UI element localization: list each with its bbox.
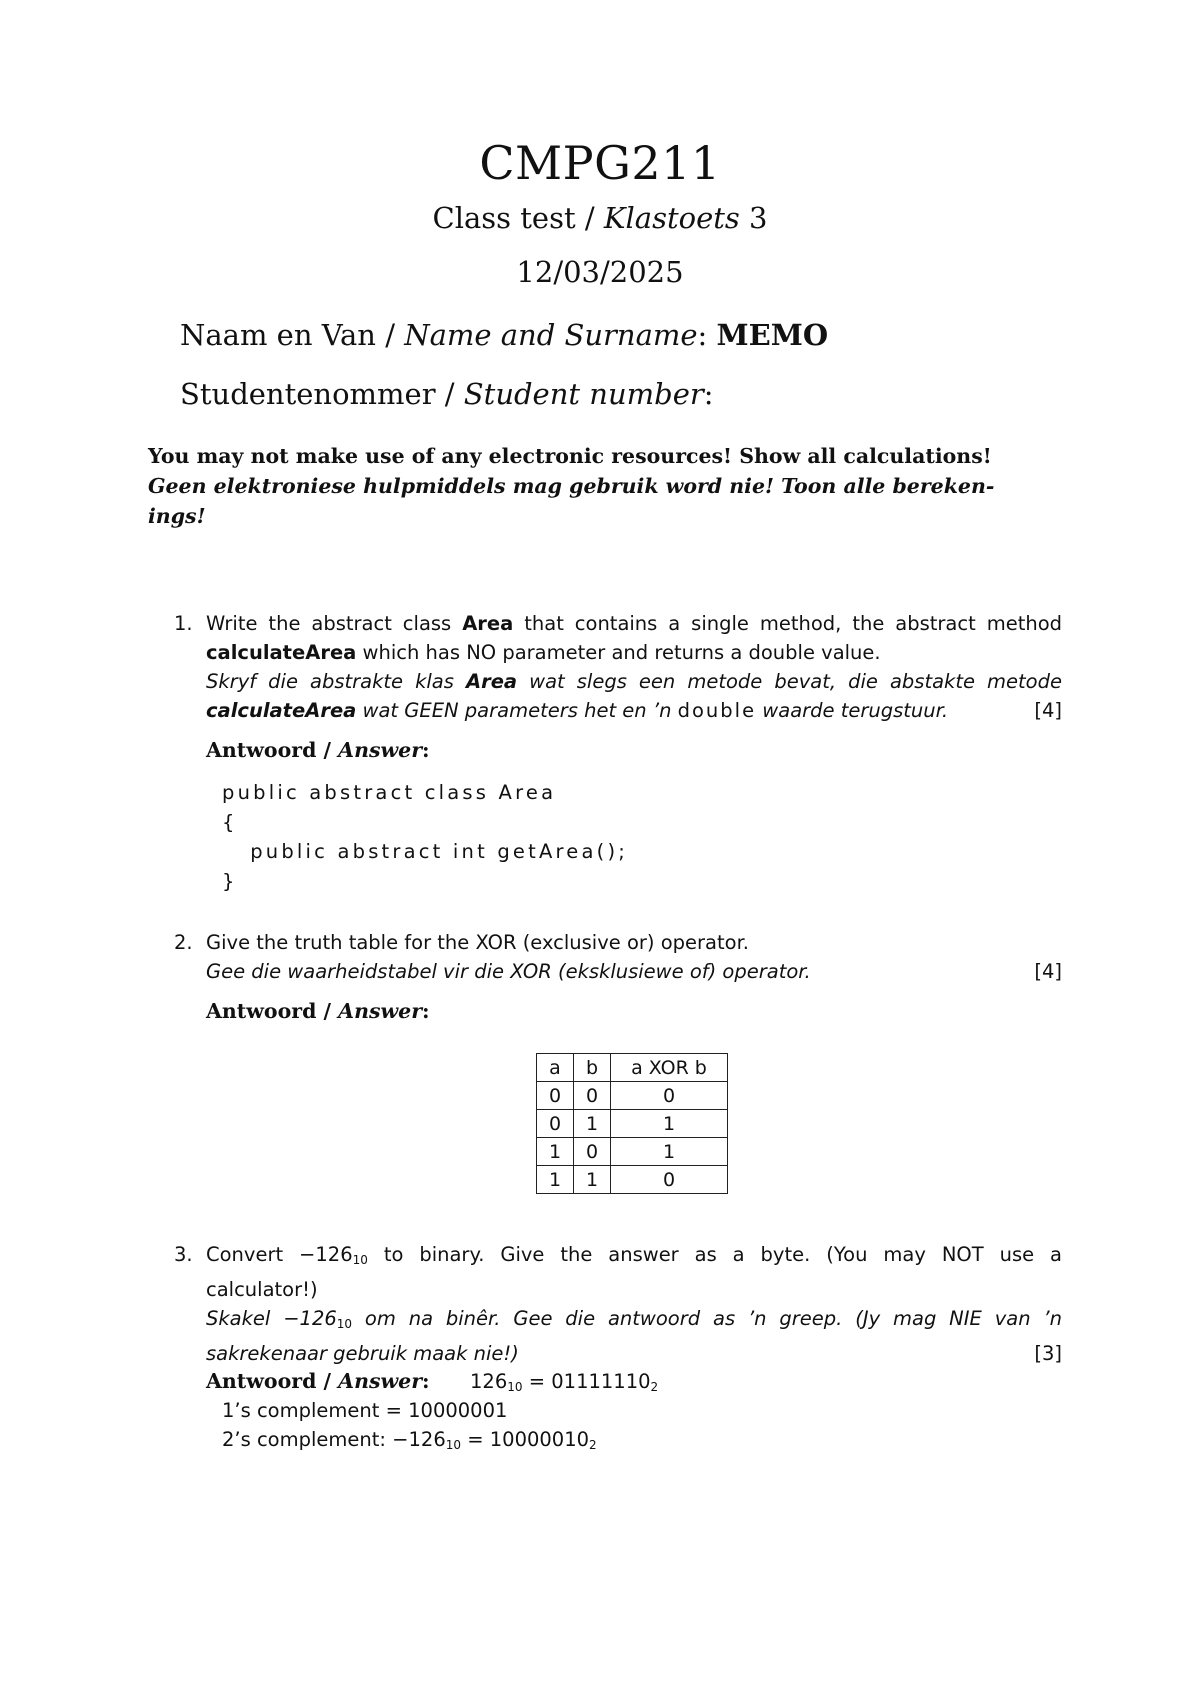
question-number: 2. <box>174 931 193 954</box>
name-colon: : <box>697 318 717 352</box>
number-colon: : <box>703 377 714 411</box>
table-cell: 0 <box>574 1082 611 1110</box>
question-2-en: Give the truth table for the XOR (exclusive or) operator. <box>206 931 749 954</box>
table-cell: 1 <box>611 1110 728 1138</box>
question-1-code-answer <box>222 778 628 896</box>
table-header-cell: a XOR b <box>611 1054 728 1082</box>
code-line: public abstract int getArea(); <box>222 840 629 863</box>
question-2-af: Gee die waarheidstabel vir die XOR (eksklusiewe of) operator. [4] <box>206 957 1062 986</box>
question-1-af-line2: calculateArea wat GEEN parameters het en ’n double waarde terugstuur. [4] <box>206 696 1062 725</box>
question-1 <box>174 609 1063 725</box>
test-title <box>0 198 1200 238</box>
question-2 <box>174 928 1062 986</box>
question-3-en-line2: calculator!) <box>206 1278 318 1301</box>
question-number: 1. <box>174 612 193 635</box>
name-value: MEMO <box>716 318 829 352</box>
question-3-answer-label: Antwoord / Answer: <box>206 1369 430 1393</box>
question-1-answer-label: Antwoord / Answer: <box>206 738 430 762</box>
instructions-afrikaans <box>148 471 1063 531</box>
test-title-en: Class test / <box>432 201 604 235</box>
table-cell: 1 <box>574 1110 611 1138</box>
table-cell: 0 <box>537 1082 574 1110</box>
code-line: public abstract class Area <box>222 781 557 804</box>
table-row <box>537 1166 728 1194</box>
table-cell: 1 <box>537 1166 574 1194</box>
code-line: } <box>222 869 238 893</box>
question-1-af-line1: Skryf die abstrakte klas Area wat slegs een metode bevat, die abstakte metode <box>206 670 1062 693</box>
question-3 <box>174 1240 1062 1368</box>
table-header-cell: b <box>574 1054 611 1082</box>
test-number: 3 <box>739 201 768 235</box>
student-number-field <box>180 374 714 414</box>
table-header-cell: a <box>537 1054 574 1082</box>
table-header-row <box>537 1054 728 1082</box>
question-3-answer-line1: $126_{10} = 01111110_2$ <box>470 1370 659 1394</box>
test-title-af: Klastoets <box>603 201 740 235</box>
table-cell: 1 <box>611 1138 728 1166</box>
table-cell: 0 <box>611 1082 728 1110</box>
test-date: 12/03/2025 <box>516 255 684 289</box>
table-cell: 1 <box>574 1166 611 1194</box>
table-cell: 0 <box>574 1138 611 1166</box>
course-code: CMPG211 <box>479 136 721 190</box>
instructions-english: You may not make use of any electronic resources! Show all calculations! <box>148 444 992 468</box>
question-3-af-line1: Skakel $-126_{10}$ om na binêr. Gee die antwoord as ’n greep. (Jy mag NIE van ’n <box>206 1307 1062 1331</box>
table-cell: 1 <box>537 1138 574 1166</box>
table-cell: 0 <box>537 1110 574 1138</box>
number-label-en: Student number <box>463 377 704 411</box>
name-field <box>180 315 828 355</box>
table-cell: 0 <box>611 1166 728 1194</box>
name-label-en: Name and Surname <box>404 318 698 352</box>
question-1-en-line1: Write the abstract class Area that contains a single method, the abstract method <box>206 612 1063 635</box>
question-2-answer-label: Antwoord / Answer: <box>206 999 430 1023</box>
code-line: { <box>222 810 238 834</box>
table-row <box>537 1082 728 1110</box>
question-2-marks: [4] <box>1034 960 1062 983</box>
question-3-answer-line3: 2’s complement: $-126_{10} = 10000010_2$ <box>222 1428 597 1452</box>
table-row <box>537 1110 728 1138</box>
question-3-marks: [3] <box>1034 1342 1062 1365</box>
question-1-marks: [4] <box>1034 699 1062 722</box>
name-label-af: Naam en Van / <box>180 318 405 352</box>
question-1-en-line2: calculateArea which has NO parameter and returns a double value. <box>206 641 881 664</box>
question-number: 3. <box>174 1243 193 1266</box>
question-3-answer-line2: 1’s complement = 10000001 <box>222 1399 508 1422</box>
table-row <box>537 1138 728 1166</box>
question-3-en-line1: Convert $-126_{10}$ to binary. Give the answer as a byte. (You may NOT use a <box>206 1243 1062 1267</box>
question-3-af-line2: sakrekenaar gebruik maak nie!) [3] <box>206 1339 1062 1368</box>
instructions-afrikaans-line2: ings! <box>148 504 206 528</box>
number-label-af: Studentenommer / <box>180 377 464 411</box>
instructions-afrikaans-line1: Geen elektroniese hulpmiddels mag gebruik word nie! Toon alle bereken- <box>148 474 995 498</box>
xor-truth-table <box>536 1053 728 1194</box>
